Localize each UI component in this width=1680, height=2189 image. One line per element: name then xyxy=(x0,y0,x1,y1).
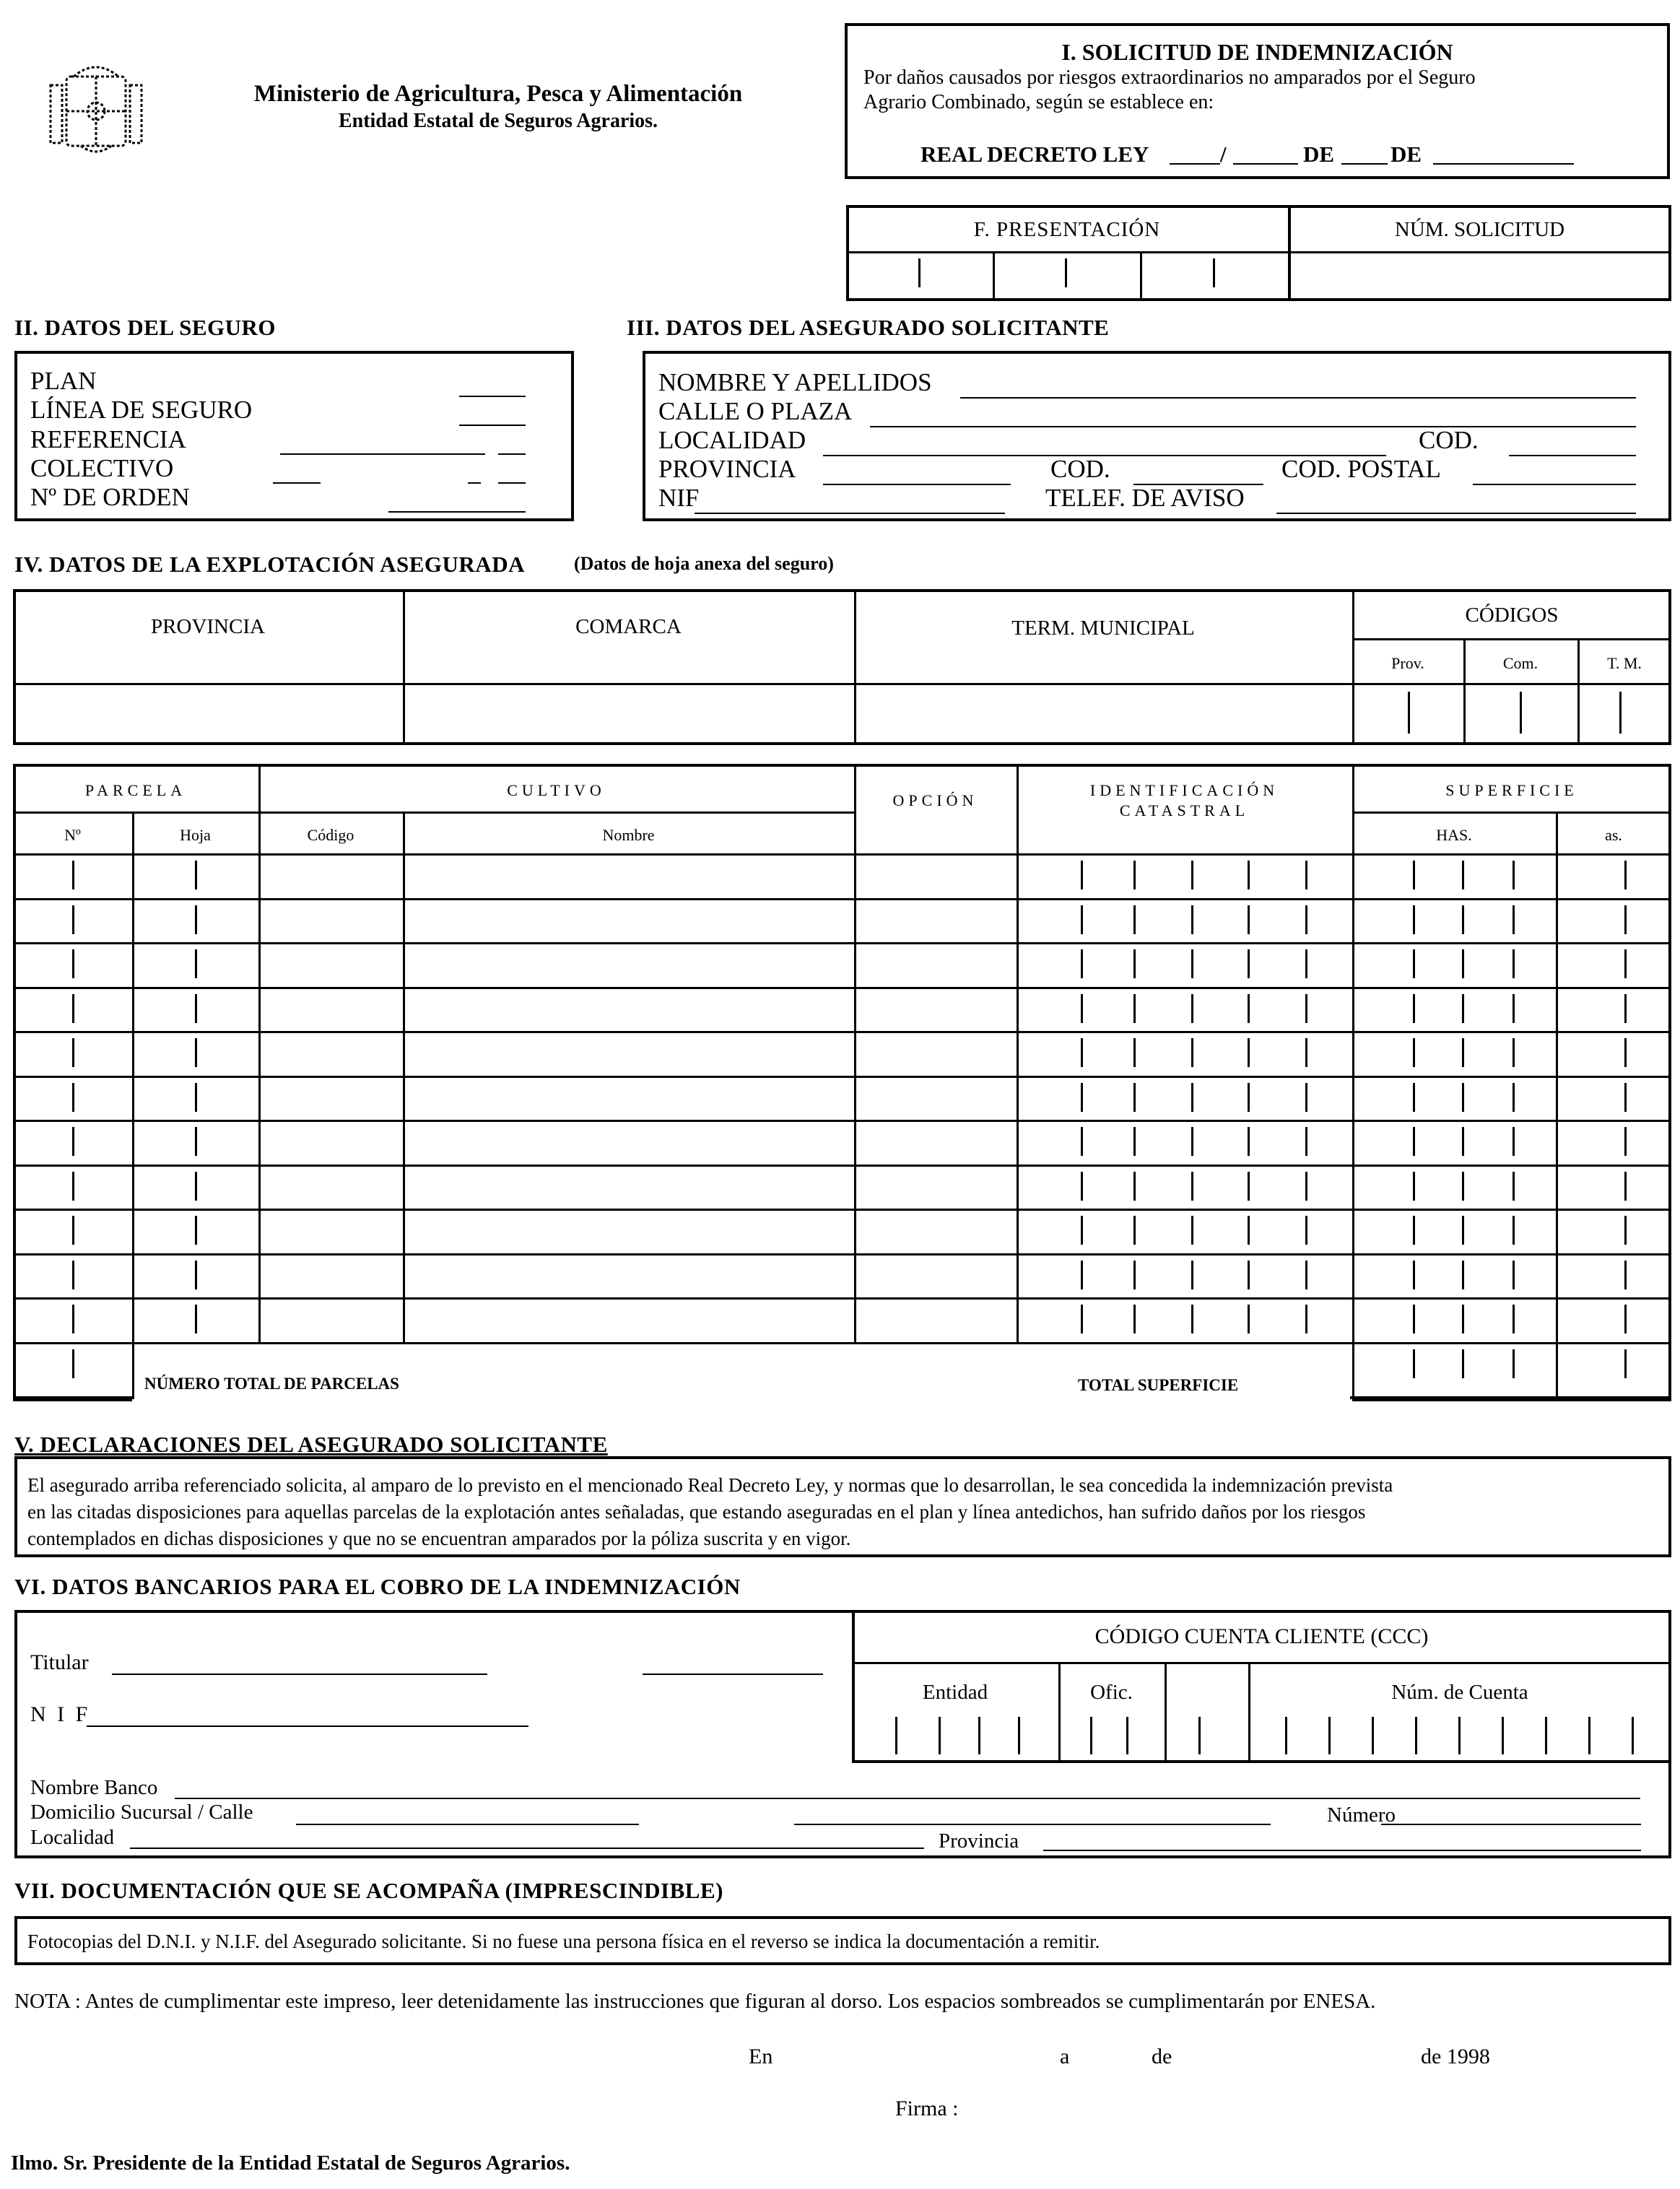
nombre-field[interactable] xyxy=(960,397,1636,399)
grid-line xyxy=(1352,1399,1671,1401)
numero-field[interactable] xyxy=(1381,1824,1641,1825)
banco-field[interactable] xyxy=(175,1798,1640,1799)
ofic-label: Ofic. xyxy=(1090,1681,1133,1704)
section5-title: V. DECLARACIONES DEL ASEGURADO SOLICITANTE xyxy=(14,1432,608,1457)
comarca-col: COMARCA xyxy=(575,615,682,638)
parcel-row[interactable] xyxy=(16,1122,1668,1162)
section5-text3: contemplados en dichas disposiciones y que no se encuentran amparados por la póliza suscrita y en vigor. xyxy=(27,1528,851,1549)
as-header: as. xyxy=(1605,826,1622,844)
total-superficie-label: TOTAL SUPERFICIE xyxy=(1078,1376,1239,1394)
ccc-digit-tick xyxy=(1090,1717,1092,1754)
decree-month-field[interactable] xyxy=(1433,163,1574,165)
cultivo-header: CULTIVO xyxy=(507,781,606,799)
titular-label: Titular xyxy=(30,1650,89,1674)
parcel-row[interactable] xyxy=(16,944,1668,985)
digit-tick xyxy=(1413,1349,1415,1378)
ccc-digit-tick xyxy=(1502,1717,1504,1754)
parcela-header: PARCELA xyxy=(84,781,187,799)
city-field[interactable] xyxy=(787,2042,1047,2071)
section1-desc1: Por daños causados por riesgos extraordinarios no amparados por el Seguro xyxy=(863,66,1476,89)
ccc-digit-tick xyxy=(1328,1717,1331,1754)
parcel-row[interactable] xyxy=(16,1211,1668,1251)
section5-text2: en las citadas disposiciones para aquellas parcelas de la explotación antes señaladas, que estando aseguradas en el plan y línea antedichos, han sufrido daños por los riesgos xyxy=(27,1501,1366,1523)
plan-label: PLAN xyxy=(30,367,97,395)
entidad-label: Entidad xyxy=(922,1681,988,1704)
grid-line xyxy=(1352,1342,1354,1399)
ident-header-1: IDENTIFICACIÓN xyxy=(1089,781,1279,799)
linea-label: LÍNEA DE SEGURO xyxy=(30,396,253,424)
section7-title: VII. DOCUMENTACIÓN QUE SE ACOMPAÑA (IMPRESCINDIBLE) xyxy=(14,1878,723,1903)
year-label: de 1998 xyxy=(1421,2045,1490,2068)
entity-name: Entidad Estatal de Seguros Agrarios. xyxy=(338,110,658,132)
digit-tick xyxy=(1462,1349,1464,1378)
decree-de1: DE xyxy=(1303,142,1335,167)
term-col: TERM. MUNICIPAL xyxy=(1011,617,1195,640)
ccc-header: CÓDIGO CUENTA CLIENTE (CCC) xyxy=(1094,1624,1429,1648)
titular-field-2[interactable] xyxy=(643,1674,823,1675)
grid-line xyxy=(13,1399,132,1401)
banco-label: Nombre Banco xyxy=(30,1776,158,1799)
nif-bank-field[interactable] xyxy=(87,1725,528,1727)
referencia-label: REFERENCIA xyxy=(30,425,186,453)
ministry-name: Ministerio de Agricultura, Pesca y Alimentación xyxy=(253,81,743,107)
grid-line xyxy=(13,811,854,814)
nombre-label: NOMBRE Y APELLIDOS xyxy=(658,368,932,396)
domicilio-field[interactable] xyxy=(296,1824,639,1825)
nif-bank-label: N I F xyxy=(30,1702,91,1726)
nombre-header: Nombre xyxy=(602,826,655,844)
postal-label: COD. POSTAL xyxy=(1281,455,1441,483)
parcel-row[interactable] xyxy=(16,1167,1668,1207)
domicilio-label: Domicilio Sucursal / Calle xyxy=(30,1801,253,1824)
month-field[interactable] xyxy=(1184,2042,1415,2071)
section5-text1: El asegurado arriba referenciado solicita, al amparo de lo previsto en el mencionado Real Decreto Ley, y normas que lo desarrollan, le sea concedida la indemnización prevista xyxy=(27,1474,1393,1496)
parcel-row[interactable] xyxy=(16,989,1668,1030)
provincia-field[interactable] xyxy=(823,484,1011,485)
nif-field[interactable] xyxy=(695,513,1005,514)
cod-field[interactable] xyxy=(1509,455,1636,456)
ccc-digit-tick xyxy=(1285,1717,1287,1754)
section2-title: II. DATOS DEL SEGURO xyxy=(14,315,277,340)
telef-label: TELEF. DE AVISO xyxy=(1045,484,1245,512)
day-field[interactable] xyxy=(1083,2042,1148,2071)
titular-field[interactable] xyxy=(112,1674,487,1675)
provincia-col: PROVINCIA xyxy=(151,615,265,638)
ccc-digit-tick xyxy=(978,1717,980,1754)
decree-year-field[interactable] xyxy=(1233,163,1298,165)
en-label: En xyxy=(749,2045,773,2068)
codigos-col: CÓDIGOS xyxy=(1465,604,1559,627)
superficie-header: SUPERFICIE xyxy=(1445,781,1578,799)
orden-label: Nº DE ORDEN xyxy=(30,483,190,511)
coat-of-arms-icon xyxy=(45,56,147,159)
section6-title: VI. DATOS BANCARIOS PARA EL COBRO DE LA INDEMNIZACIÓN xyxy=(14,1574,741,1599)
ccc-digit-tick xyxy=(1588,1717,1590,1754)
de-label: de xyxy=(1152,2045,1172,2068)
postal-field[interactable] xyxy=(1473,484,1636,485)
signature-area[interactable] xyxy=(971,2086,1476,2130)
localidad-label: LOCALIDAD xyxy=(658,426,806,454)
referencia-field[interactable] xyxy=(280,453,485,455)
section4-subtitle: (Datos de hoja anexa del seguro) xyxy=(574,553,834,574)
decree-number-field[interactable] xyxy=(1170,163,1220,165)
decree-day-field[interactable] xyxy=(1341,163,1388,165)
localidad-bank-field[interactable] xyxy=(130,1848,924,1849)
hoja-header: Hoja xyxy=(180,826,211,844)
section1-title: I. SOLICITUD DE INDEMNIZACIÓN xyxy=(1061,39,1453,65)
section7-text: Fotocopias del D.N.I. y N.I.F. del Asegurado solicitante. Si no fuese una persona física en el reverso se indica la documentación a remitir. xyxy=(27,1931,1100,1952)
nif-label: NIF xyxy=(658,484,700,512)
ccc-digit-tick xyxy=(1198,1717,1201,1754)
fecha-presentacion-label: F. PRESENTACIÓN xyxy=(973,218,1161,241)
firma-label: Firma : xyxy=(895,2097,959,2120)
n-header: Nº xyxy=(64,826,81,844)
plan-field[interactable] xyxy=(459,396,526,397)
cod2-label: COD. xyxy=(1050,455,1110,483)
telef-field[interactable] xyxy=(1276,513,1636,514)
decree-de2: DE xyxy=(1390,142,1422,167)
ccc-digit-tick xyxy=(1415,1717,1417,1754)
colectivo-field[interactable] xyxy=(273,482,321,484)
prov-col: Prov. xyxy=(1391,654,1424,672)
cuenta-label: Núm. de Cuenta xyxy=(1391,1681,1528,1704)
fecha-presentacion-field[interactable] xyxy=(849,254,1285,297)
nota-text: NOTA : Antes de cumplimentar este impreso, leer detenidamente las instrucciones que figuran al dorso. Los espacios sombreados se cumplimentarán por ENESA. xyxy=(14,1990,1376,2013)
calle-label: CALLE O PLAZA xyxy=(658,397,853,425)
ccc-digit-tick xyxy=(1545,1717,1547,1754)
ccc-digit-tick xyxy=(1632,1717,1634,1754)
ccc-digit-tick xyxy=(1372,1717,1374,1754)
digit-tick xyxy=(1624,1349,1627,1378)
provincia-input[interactable] xyxy=(16,686,400,742)
num-solicitud-field[interactable] xyxy=(1291,254,1668,297)
comarca-input[interactable] xyxy=(406,686,851,742)
section3-title: III. DATOS DEL ASEGURADO SOLICITANTE xyxy=(627,315,1110,340)
ccc-digit-tick xyxy=(1458,1717,1461,1754)
total-parcelas-label: NÚMERO TOTAL DE PARCELAS xyxy=(144,1375,399,1393)
parcel-row[interactable] xyxy=(16,1300,1668,1340)
digit-tick xyxy=(1513,1349,1515,1378)
opcion-header: OPCIÓN xyxy=(892,791,978,809)
num-solicitud-label: NÚM. SOLICITUD xyxy=(1394,218,1565,241)
calle-field[interactable] xyxy=(870,426,1636,427)
parcel-row[interactable] xyxy=(16,1033,1668,1074)
parcel-row[interactable] xyxy=(16,856,1668,896)
has-header: HAS. xyxy=(1436,826,1472,844)
parcel-row[interactable] xyxy=(16,900,1668,941)
numero-label: Número xyxy=(1327,1803,1396,1827)
localidad-bank-label: Localidad xyxy=(30,1826,114,1849)
section1-desc2: Agrario Combinado, según se establece en: xyxy=(863,91,1214,113)
decree-label: REAL DECRETO LEY xyxy=(920,142,1149,167)
ccc-digit-tick xyxy=(939,1717,941,1754)
provincia-bank-label: Provincia xyxy=(939,1829,1019,1853)
ident-header-2: CATASTRAL xyxy=(1119,801,1250,819)
term-input[interactable] xyxy=(857,686,1349,742)
linea-field[interactable] xyxy=(459,425,526,426)
digit-tick xyxy=(72,1349,74,1378)
tm-col: T. M. xyxy=(1607,654,1642,672)
ccc-digit-tick xyxy=(1018,1717,1020,1754)
ccc-digit-tick xyxy=(895,1717,897,1754)
ccc-digit-tick xyxy=(1126,1717,1128,1754)
codigo-header: Código xyxy=(307,826,354,844)
com-col: Com. xyxy=(1502,654,1538,672)
addressee: Ilmo. Sr. Presidente de la Entidad Estatal de Seguros Agrarios. xyxy=(11,2151,570,2175)
orden-field[interactable] xyxy=(388,511,526,513)
provincia-label: PROVINCIA xyxy=(658,455,796,483)
decree-slash: / xyxy=(1220,142,1227,167)
parcel-row[interactable] xyxy=(16,1078,1668,1118)
colectivo-label: COLECTIVO xyxy=(30,454,174,482)
section4-title: IV. DATOS DE LA EXPLOTACIÓN ASEGURADA xyxy=(14,552,525,577)
provincia-bank-field[interactable] xyxy=(1043,1850,1641,1851)
grid-line xyxy=(1352,811,1671,814)
a-label: a xyxy=(1060,2045,1070,2068)
parcel-row[interactable] xyxy=(16,1255,1668,1296)
cod-label: COD. xyxy=(1419,426,1479,454)
